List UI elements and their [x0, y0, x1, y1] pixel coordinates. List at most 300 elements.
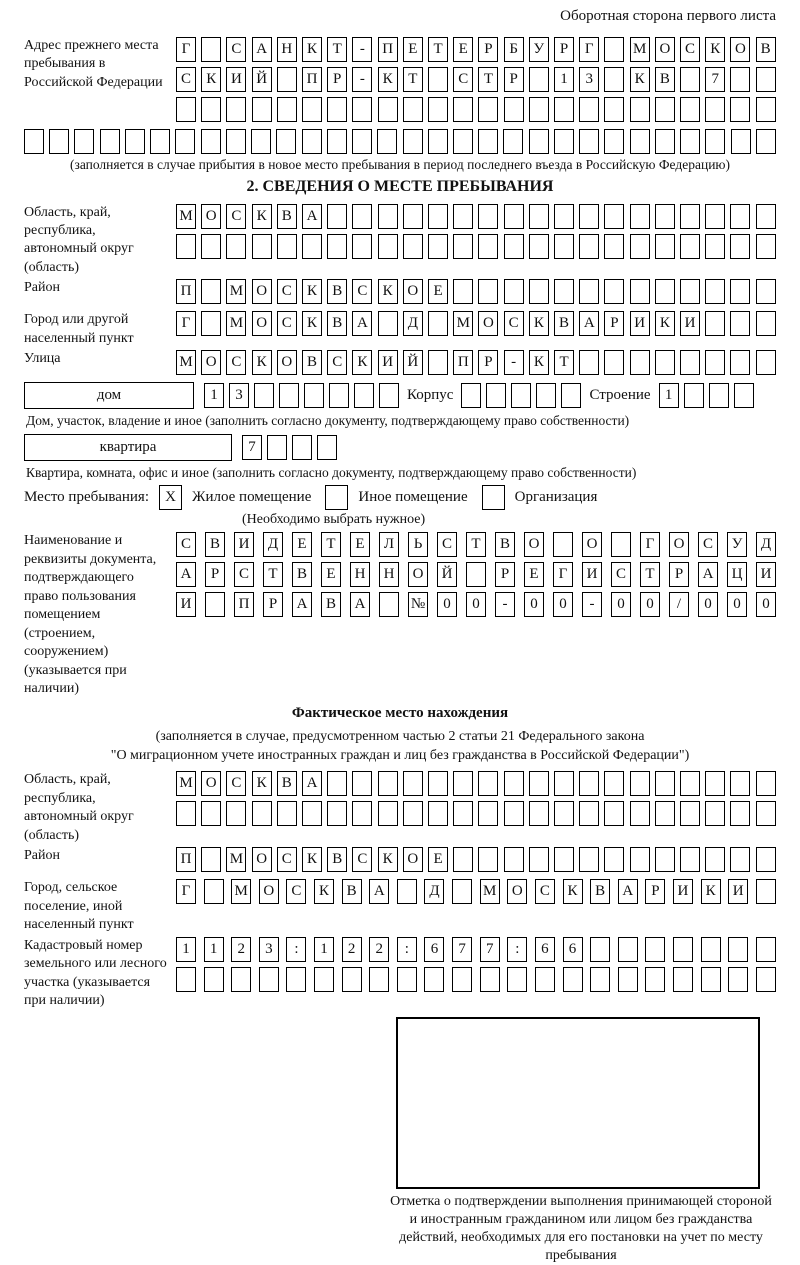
char-cell[interactable]: Р	[504, 67, 524, 92]
char-cell[interactable]	[630, 771, 650, 796]
char-cell[interactable]: С	[226, 350, 246, 375]
char-cell[interactable]	[756, 129, 776, 154]
char-cell[interactable]	[461, 383, 481, 408]
char-cell[interactable]	[705, 350, 725, 375]
char-cell[interactable]: Г	[176, 37, 196, 62]
char-cell[interactable]: И	[226, 67, 246, 92]
char-cell[interactable]	[673, 937, 693, 962]
char-cell[interactable]	[277, 67, 297, 92]
char-cell[interactable]: Е	[350, 532, 370, 557]
char-cell[interactable]: М	[226, 279, 246, 304]
char-cell[interactable]	[504, 801, 524, 826]
char-cell[interactable]	[314, 967, 334, 992]
char-cell[interactable]	[563, 967, 583, 992]
char-cell[interactable]: П	[453, 350, 473, 375]
char-cell[interactable]: К	[378, 847, 398, 872]
char-cell[interactable]: А	[302, 771, 322, 796]
char-cell[interactable]	[756, 879, 776, 904]
char-cell[interactable]: Р	[327, 67, 347, 92]
char-cell[interactable]	[604, 67, 624, 92]
char-cell[interactable]	[730, 350, 750, 375]
char-cell[interactable]: О	[277, 350, 297, 375]
char-cell[interactable]	[378, 97, 398, 122]
char-cell[interactable]	[478, 129, 498, 154]
char-cell[interactable]	[618, 967, 638, 992]
char-cell[interactable]	[292, 435, 312, 460]
char-cell[interactable]	[428, 204, 448, 229]
char-cell[interactable]: А	[252, 37, 272, 62]
char-cell[interactable]: Т	[554, 350, 574, 375]
char-cell[interactable]: К	[563, 879, 583, 904]
char-cell[interactable]: Н	[350, 562, 370, 587]
char-cell[interactable]: Ц	[727, 562, 747, 587]
char-cell[interactable]	[655, 801, 675, 826]
char-cell[interactable]	[579, 847, 599, 872]
char-cell[interactable]	[680, 67, 700, 92]
char-cell[interactable]: 1	[314, 937, 334, 962]
char-cell[interactable]	[204, 879, 224, 904]
char-cell[interactable]: Е	[428, 847, 448, 872]
char-cell[interactable]: 6	[535, 937, 555, 962]
char-cell[interactable]	[645, 967, 665, 992]
char-cell[interactable]: Т	[263, 562, 283, 587]
char-cell[interactable]	[504, 204, 524, 229]
char-cell[interactable]	[277, 234, 297, 259]
char-cell[interactable]: Р	[669, 562, 689, 587]
char-cell[interactable]: К	[529, 311, 549, 336]
char-cell[interactable]: О	[259, 879, 279, 904]
checkbox-zhiloe[interactable]: X	[159, 485, 182, 510]
char-cell[interactable]	[554, 279, 574, 304]
char-cell[interactable]	[756, 311, 776, 336]
char-cell[interactable]	[453, 97, 473, 122]
char-cell[interactable]	[554, 847, 574, 872]
char-cell[interactable]: 1	[176, 937, 196, 962]
char-cell[interactable]	[554, 97, 574, 122]
char-cell[interactable]: Р	[478, 37, 498, 62]
char-cell[interactable]: О	[524, 532, 544, 557]
char-cell[interactable]: И	[756, 562, 776, 587]
char-cell[interactable]	[352, 234, 372, 259]
char-cell[interactable]	[728, 967, 748, 992]
char-cell[interactable]	[604, 37, 624, 62]
char-cell[interactable]	[730, 204, 750, 229]
char-cell[interactable]: Т	[428, 37, 448, 62]
char-cell[interactable]: О	[403, 279, 423, 304]
char-cell[interactable]: 2	[231, 937, 251, 962]
char-cell[interactable]	[150, 129, 170, 154]
char-cell[interactable]	[453, 801, 473, 826]
char-cell[interactable]	[554, 771, 574, 796]
char-cell[interactable]: К	[302, 847, 322, 872]
char-cell[interactable]: К	[302, 37, 322, 62]
char-cell[interactable]	[730, 311, 750, 336]
char-cell[interactable]: С	[680, 37, 700, 62]
char-cell[interactable]: 1	[554, 67, 574, 92]
char-cell[interactable]	[756, 967, 776, 992]
char-cell[interactable]: Г	[640, 532, 660, 557]
char-cell[interactable]	[176, 234, 196, 259]
char-cell[interactable]: К	[529, 350, 549, 375]
char-cell[interactable]	[529, 234, 549, 259]
char-cell[interactable]: С	[453, 67, 473, 92]
char-cell[interactable]: С	[352, 847, 372, 872]
char-cell[interactable]: №	[408, 592, 428, 617]
char-cell[interactable]	[176, 97, 196, 122]
char-cell[interactable]: Й	[403, 350, 423, 375]
char-cell[interactable]: Р	[205, 562, 225, 587]
char-cell[interactable]: Т	[321, 532, 341, 557]
char-cell[interactable]	[554, 801, 574, 826]
char-cell[interactable]	[709, 383, 729, 408]
char-cell[interactable]: А	[698, 562, 718, 587]
char-cell[interactable]: И	[673, 879, 693, 904]
char-cell[interactable]	[579, 234, 599, 259]
char-cell[interactable]: О	[408, 562, 428, 587]
char-cell[interactable]	[590, 937, 610, 962]
char-cell[interactable]	[176, 967, 196, 992]
char-cell[interactable]	[604, 234, 624, 259]
char-cell[interactable]: Д	[263, 532, 283, 557]
char-cell[interactable]: К	[655, 311, 675, 336]
char-cell[interactable]: М	[176, 771, 196, 796]
char-cell[interactable]	[428, 801, 448, 826]
char-cell[interactable]	[428, 67, 448, 92]
char-cell[interactable]	[730, 847, 750, 872]
checkbox-organizaciya[interactable]	[482, 485, 505, 510]
char-cell[interactable]	[201, 847, 221, 872]
char-cell[interactable]: Е	[428, 279, 448, 304]
char-cell[interactable]	[705, 801, 725, 826]
char-cell[interactable]	[705, 234, 725, 259]
char-cell[interactable]	[701, 967, 721, 992]
char-cell[interactable]: Т	[466, 532, 486, 557]
char-cell[interactable]	[673, 967, 693, 992]
char-cell[interactable]	[201, 279, 221, 304]
char-cell[interactable]	[561, 383, 581, 408]
char-cell[interactable]: М	[231, 879, 251, 904]
char-cell[interactable]: Ь	[408, 532, 428, 557]
char-cell[interactable]: С	[535, 879, 555, 904]
char-cell[interactable]: Р	[495, 562, 515, 587]
char-cell[interactable]	[403, 234, 423, 259]
char-cell[interactable]	[734, 383, 754, 408]
char-cell[interactable]: К	[252, 350, 272, 375]
checkbox-inoe[interactable]	[325, 485, 348, 510]
char-cell[interactable]: 7	[242, 435, 262, 460]
char-cell[interactable]: М	[176, 350, 196, 375]
char-cell[interactable]	[630, 129, 650, 154]
char-cell[interactable]	[611, 532, 631, 557]
char-cell[interactable]: М	[226, 847, 246, 872]
char-cell[interactable]: К	[252, 204, 272, 229]
char-cell[interactable]: К	[201, 67, 221, 92]
char-cell[interactable]: :	[507, 937, 527, 962]
char-cell[interactable]: В	[554, 311, 574, 336]
char-cell[interactable]: -	[504, 350, 524, 375]
char-cell[interactable]	[428, 97, 448, 122]
char-cell[interactable]: С	[226, 771, 246, 796]
char-cell[interactable]	[705, 97, 725, 122]
char-cell[interactable]	[730, 67, 750, 92]
char-cell[interactable]: Р	[554, 37, 574, 62]
char-cell[interactable]	[342, 967, 362, 992]
char-cell[interactable]	[175, 129, 195, 154]
char-cell[interactable]	[327, 129, 347, 154]
char-cell[interactable]	[378, 311, 398, 336]
char-cell[interactable]: С	[277, 279, 297, 304]
char-cell[interactable]: С	[176, 67, 196, 92]
char-cell[interactable]: /	[669, 592, 689, 617]
char-cell[interactable]: А	[302, 204, 322, 229]
char-cell[interactable]: О	[403, 847, 423, 872]
char-cell[interactable]: -	[582, 592, 602, 617]
char-cell[interactable]	[379, 592, 399, 617]
char-cell[interactable]	[302, 129, 322, 154]
char-cell[interactable]: М	[453, 311, 473, 336]
char-cell[interactable]	[204, 967, 224, 992]
char-cell[interactable]	[504, 847, 524, 872]
char-cell[interactable]: Р	[263, 592, 283, 617]
char-cell[interactable]	[705, 771, 725, 796]
char-cell[interactable]: Р	[645, 879, 665, 904]
char-cell[interactable]: И	[680, 311, 700, 336]
char-cell[interactable]: 7	[705, 67, 725, 92]
char-cell[interactable]: М	[630, 37, 650, 62]
char-cell[interactable]	[680, 204, 700, 229]
char-cell[interactable]	[397, 967, 417, 992]
char-cell[interactable]	[403, 771, 423, 796]
char-cell[interactable]	[403, 129, 423, 154]
char-cell[interactable]	[201, 234, 221, 259]
char-cell[interactable]	[302, 234, 322, 259]
char-cell[interactable]	[680, 279, 700, 304]
char-cell[interactable]	[478, 847, 498, 872]
char-cell[interactable]	[478, 204, 498, 229]
char-cell[interactable]: Т	[403, 67, 423, 92]
char-cell[interactable]: О	[669, 532, 689, 557]
char-cell[interactable]: Г	[553, 562, 573, 587]
char-cell[interactable]	[379, 383, 399, 408]
char-cell[interactable]	[453, 234, 473, 259]
char-cell[interactable]	[529, 771, 549, 796]
char-cell[interactable]	[503, 129, 523, 154]
char-cell[interactable]	[756, 279, 776, 304]
char-cell[interactable]	[354, 383, 374, 408]
char-cell[interactable]	[655, 129, 675, 154]
char-cell[interactable]: О	[655, 37, 675, 62]
char-cell[interactable]	[705, 279, 725, 304]
char-cell[interactable]	[428, 311, 448, 336]
char-cell[interactable]: П	[234, 592, 254, 617]
char-cell[interactable]: М	[480, 879, 500, 904]
char-cell[interactable]	[554, 204, 574, 229]
char-cell[interactable]	[428, 129, 448, 154]
char-cell[interactable]: Е	[321, 562, 341, 587]
char-cell[interactable]	[579, 204, 599, 229]
char-cell[interactable]: С	[226, 37, 246, 62]
char-cell[interactable]: О	[507, 879, 527, 904]
char-cell[interactable]: Г	[176, 311, 196, 336]
char-cell[interactable]: А	[618, 879, 638, 904]
char-cell[interactable]	[535, 967, 555, 992]
char-cell[interactable]: 6	[563, 937, 583, 962]
char-cell[interactable]	[377, 129, 397, 154]
char-cell[interactable]	[329, 383, 349, 408]
char-cell[interactable]: И	[176, 592, 196, 617]
char-cell[interactable]: :	[286, 937, 306, 962]
char-cell[interactable]	[352, 97, 372, 122]
char-cell[interactable]	[655, 279, 675, 304]
char-cell[interactable]: В	[342, 879, 362, 904]
char-cell[interactable]	[756, 204, 776, 229]
char-cell[interactable]	[655, 97, 675, 122]
char-cell[interactable]	[680, 234, 700, 259]
char-cell[interactable]	[327, 97, 347, 122]
char-cell[interactable]: А	[352, 311, 372, 336]
char-cell[interactable]	[226, 801, 246, 826]
char-cell[interactable]	[327, 234, 347, 259]
char-cell[interactable]	[302, 97, 322, 122]
char-cell[interactable]: И	[728, 879, 748, 904]
char-cell[interactable]: -	[495, 592, 515, 617]
char-cell[interactable]	[259, 967, 279, 992]
char-cell[interactable]: 7	[480, 937, 500, 962]
char-cell[interactable]: П	[378, 37, 398, 62]
char-cell[interactable]: 1	[659, 383, 679, 408]
char-cell[interactable]	[176, 801, 196, 826]
char-cell[interactable]	[579, 97, 599, 122]
char-cell[interactable]: Е	[524, 562, 544, 587]
char-cell[interactable]	[504, 279, 524, 304]
char-cell[interactable]: К	[252, 771, 272, 796]
char-cell[interactable]	[756, 350, 776, 375]
char-cell[interactable]	[604, 801, 624, 826]
char-cell[interactable]: М	[176, 204, 196, 229]
char-cell[interactable]: С	[234, 562, 254, 587]
char-cell[interactable]: К	[701, 879, 721, 904]
char-cell[interactable]	[604, 129, 624, 154]
char-cell[interactable]	[756, 97, 776, 122]
char-cell[interactable]	[254, 383, 274, 408]
char-cell[interactable]	[403, 97, 423, 122]
char-cell[interactable]: Т	[478, 67, 498, 92]
char-cell[interactable]	[327, 771, 347, 796]
char-cell[interactable]	[480, 967, 500, 992]
char-cell[interactable]	[604, 279, 624, 304]
char-cell[interactable]: В	[495, 532, 515, 557]
char-cell[interactable]	[201, 311, 221, 336]
char-cell[interactable]	[504, 234, 524, 259]
char-cell[interactable]	[428, 234, 448, 259]
char-cell[interactable]	[226, 129, 246, 154]
char-cell[interactable]	[705, 204, 725, 229]
char-cell[interactable]: С	[327, 350, 347, 375]
char-cell[interactable]: И	[582, 562, 602, 587]
char-cell[interactable]: В	[205, 532, 225, 557]
char-cell[interactable]	[201, 97, 221, 122]
char-cell[interactable]	[756, 847, 776, 872]
char-cell[interactable]	[201, 801, 221, 826]
char-cell[interactable]	[730, 234, 750, 259]
char-cell[interactable]	[205, 592, 225, 617]
char-cell[interactable]: В	[756, 37, 776, 62]
char-cell[interactable]	[756, 67, 776, 92]
char-cell[interactable]	[756, 234, 776, 259]
char-cell[interactable]	[49, 129, 69, 154]
char-cell[interactable]	[680, 771, 700, 796]
char-cell[interactable]: 0	[698, 592, 718, 617]
char-cell[interactable]: В	[302, 350, 322, 375]
char-cell[interactable]: В	[655, 67, 675, 92]
char-cell[interactable]	[378, 801, 398, 826]
char-cell[interactable]	[655, 234, 675, 259]
char-cell[interactable]	[705, 129, 725, 154]
char-cell[interactable]	[630, 97, 650, 122]
char-cell[interactable]	[529, 204, 549, 229]
char-cell[interactable]: О	[201, 771, 221, 796]
char-cell[interactable]: 1	[204, 937, 224, 962]
char-cell[interactable]: К	[302, 279, 322, 304]
char-cell[interactable]	[327, 204, 347, 229]
char-cell[interactable]	[428, 350, 448, 375]
char-cell[interactable]: 6	[424, 937, 444, 962]
char-cell[interactable]: 2	[342, 937, 362, 962]
char-cell[interactable]	[756, 937, 776, 962]
char-cell[interactable]	[369, 967, 389, 992]
char-cell[interactable]	[536, 383, 556, 408]
char-cell[interactable]	[327, 801, 347, 826]
char-cell[interactable]: 0	[437, 592, 457, 617]
char-cell[interactable]	[655, 350, 675, 375]
char-cell[interactable]: Е	[292, 532, 312, 557]
char-cell[interactable]: 0	[727, 592, 747, 617]
char-cell[interactable]: В	[327, 279, 347, 304]
char-cell[interactable]: Д	[403, 311, 423, 336]
char-cell[interactable]	[478, 771, 498, 796]
char-cell[interactable]	[684, 383, 704, 408]
char-cell[interactable]	[553, 532, 573, 557]
char-cell[interactable]: С	[176, 532, 196, 557]
char-cell[interactable]	[730, 801, 750, 826]
char-cell[interactable]	[680, 97, 700, 122]
char-cell[interactable]	[730, 279, 750, 304]
char-cell[interactable]	[403, 204, 423, 229]
char-cell[interactable]	[579, 279, 599, 304]
char-cell[interactable]: Г	[579, 37, 599, 62]
char-cell[interactable]: К	[352, 350, 372, 375]
char-cell[interactable]: 3	[259, 937, 279, 962]
char-cell[interactable]	[403, 801, 423, 826]
char-cell[interactable]	[251, 129, 271, 154]
char-cell[interactable]: С	[352, 279, 372, 304]
char-cell[interactable]: О	[252, 847, 272, 872]
char-cell[interactable]: -	[352, 37, 372, 62]
char-cell[interactable]	[397, 879, 417, 904]
char-cell[interactable]	[630, 234, 650, 259]
char-cell[interactable]	[231, 967, 251, 992]
char-cell[interactable]: К	[705, 37, 725, 62]
char-cell[interactable]: 2	[369, 937, 389, 962]
char-cell[interactable]	[529, 847, 549, 872]
char-cell[interactable]: О	[201, 204, 221, 229]
char-cell[interactable]	[554, 129, 574, 154]
char-cell[interactable]	[453, 279, 473, 304]
char-cell[interactable]	[378, 771, 398, 796]
char-cell[interactable]: :	[397, 937, 417, 962]
char-cell[interactable]: Л	[379, 532, 399, 557]
char-cell[interactable]	[604, 204, 624, 229]
